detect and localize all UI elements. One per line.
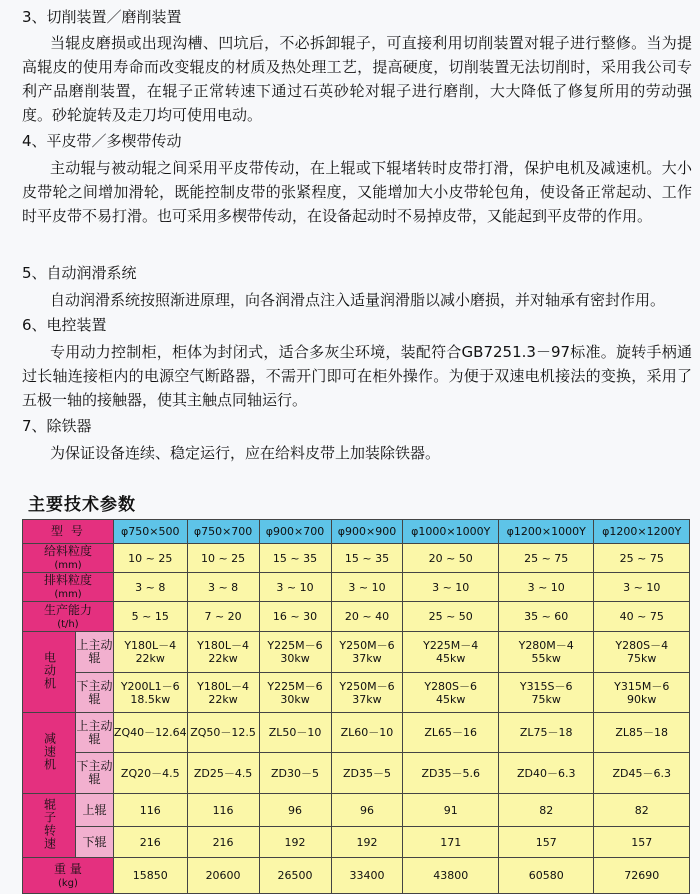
discharge-label-cell (23, 573, 114, 602)
motor-model: Y315S－6 (519, 679, 573, 693)
upper-roll-label: 上辊 (76, 794, 114, 827)
weight-label-cell (23, 858, 114, 894)
table-cell: 7 ~ 20 (187, 602, 259, 632)
table-cell: ZD25－4.5 (187, 753, 259, 794)
table-cell: 26500 (259, 858, 331, 894)
table-cell: ZD30－5 (259, 753, 331, 794)
table-cell (259, 632, 331, 673)
table-cell (403, 632, 499, 673)
table-cell: 20 ~ 50 (403, 544, 499, 573)
table-cell (187, 673, 259, 713)
table-cell (594, 673, 690, 713)
weight-row (23, 858, 690, 894)
table-title: 主要技术参数 (28, 495, 136, 515)
feed-label: 给料粒度 (43, 544, 92, 558)
table-cell (594, 632, 690, 673)
table-cell: 20 ~ 40 (331, 602, 403, 632)
section-5-heading: 5、自动润滑系统 (22, 264, 137, 282)
section-7-text: 为保证设备连续、稳定运行，应在给料皮带上加装除铁器。 (50, 444, 441, 462)
motor-model: Y225M－4 (423, 639, 479, 652)
table-cell: 192 (331, 827, 403, 858)
speed-label-cell (23, 794, 76, 858)
motor-model: Y280S－4 (615, 639, 669, 652)
table-cell: 72690 (594, 858, 690, 894)
speed-label: 辊子转速 (42, 798, 57, 850)
table-cell: 3 ~ 8 (187, 573, 259, 602)
motor-label: 电动机 (42, 651, 57, 690)
feed-row (23, 544, 690, 573)
feed-unit: (mm) (54, 560, 82, 571)
section-4-text: 主动辊与被动辊之间采用平皮带传动，在上辊或下辊堵转时皮带打滑，保护电机及减速机。大小皮带轮之间增加滑轮，既能控制皮带的张紧程度，又能增加大小皮带轮包角，使设备正常起动、工作时平皮带不易打滑。也可采用多楔带传动，在设备起动时不易掉皮带，又能起到平皮带的作用。 (22, 159, 692, 225)
model-label: 型 号 (23, 520, 114, 544)
table-cell: 10 ~ 25 (187, 544, 259, 573)
table-cell: 3 ~ 10 (403, 573, 499, 602)
motor-power: 22kw (135, 652, 165, 665)
motor-power: 45kw (436, 692, 466, 706)
motor-model: Y225M－6 (267, 639, 323, 652)
table-cell: 192 (259, 827, 331, 858)
table-cell: ZQ40－12.64 (113, 713, 187, 753)
capacity-unit: (t/h) (57, 618, 79, 630)
table-cell: ZL50－10 (259, 713, 331, 753)
motor-power: 37kw (352, 692, 382, 706)
table-cell: 116 (113, 794, 187, 827)
table-cell (259, 673, 331, 713)
reducer-lower-row (23, 753, 690, 794)
table-cell: 91 (403, 794, 499, 827)
motor-power: 90kw (627, 692, 657, 706)
motor-model: Y280S－6 (424, 679, 478, 693)
model-header: φ750×700 (187, 520, 259, 544)
table-cell: 3 ~ 8 (113, 573, 187, 602)
motor-model: Y250M－6 (339, 639, 395, 652)
model-header: φ1200×1000Y (498, 520, 594, 544)
lower-roll-label: 下辊 (76, 827, 114, 858)
table-cell: 25 ~ 75 (594, 544, 690, 573)
table-cell: 16 ~ 30 (259, 602, 331, 632)
motor-model: Y250M－6 (339, 679, 395, 693)
table-cell: 116 (187, 794, 259, 827)
motor-model: Y315M－6 (614, 679, 670, 693)
table-cell: 10 ~ 25 (113, 544, 187, 573)
table-cell: ZQ50－12.5 (187, 713, 259, 753)
table-cell: ZD45－6.3 (594, 753, 690, 794)
table-cell (113, 632, 187, 673)
table-cell: ZL75－18 (498, 713, 594, 753)
table-cell (331, 632, 403, 673)
table-cell: 35 ~ 60 (498, 602, 594, 632)
lower-drive-label: 下主动辊 (76, 753, 114, 794)
weight-label: 重 量 (54, 861, 82, 876)
model-header: φ1000×1000Y (403, 520, 499, 544)
table-cell: 60580 (498, 858, 594, 894)
table-cell: 3 ~ 10 (594, 573, 690, 602)
motor-power: 37kw (352, 652, 382, 665)
table-cell: ZD35－5.6 (403, 753, 499, 794)
motor-model: Y200L1－6 (120, 679, 180, 693)
lower-drive-label: 下主动辊 (76, 673, 114, 713)
model-header: φ750×500 (113, 520, 187, 544)
motor-label-cell (23, 632, 76, 713)
motor-power: 30kw (280, 652, 310, 665)
discharge-unit: (mm) (54, 589, 82, 600)
reducer-label: 减速机 (42, 732, 57, 771)
table-cell: ZL60－10 (331, 713, 403, 753)
section-6-heading: 6、电控装置 (22, 316, 107, 334)
table-cell: ZD35－5 (331, 753, 403, 794)
table-cell (498, 632, 594, 673)
table-cell: 171 (403, 827, 499, 858)
table-cell: 3 ~ 10 (331, 573, 403, 602)
reducer-upper-row (23, 713, 690, 753)
table-cell: 216 (187, 827, 259, 858)
model-header: φ900×900 (331, 520, 403, 544)
section-3-heading: 3、切削装置／磨削装置 (22, 8, 182, 26)
table-cell: 3 ~ 10 (259, 573, 331, 602)
capacity-label: 生产能力 (43, 602, 92, 617)
table-cell: 96 (259, 794, 331, 827)
feed-label-cell (23, 544, 114, 573)
table-cell: 20600 (187, 858, 259, 894)
motor-power: 30kw (280, 692, 310, 706)
motor-model: Y180L－4 (197, 639, 249, 652)
table-cell (403, 673, 499, 713)
table-cell: ZQ20－4.5 (113, 753, 187, 794)
table-header-row (23, 520, 690, 544)
reducer-label-cell (23, 713, 76, 794)
table-cell: 33400 (331, 858, 403, 894)
table-cell: 15850 (113, 858, 187, 894)
discharge-label: 排料粒度 (43, 573, 92, 587)
section-3-text: 当辊皮磨损或出现沟槽、凹坑后，不必拆卸辊子，可直接利用切削装置对辊子进行整修。当为提高辊皮的使用寿命而改变辊皮的材质及热处理工艺，提高硬度，切削装置无法切削时，采用我公司专利产品磨削装置，在辊子正常转速下通过石英砂轮对辊子进行磨削，大大降低了修复所用的劳动强度。砂轮旋转及走刀均可使用电动。 (22, 34, 692, 124)
table-cell (113, 673, 187, 713)
table-cell: 82 (594, 794, 690, 827)
spec-table (22, 519, 690, 894)
model-header: φ1200×1200Y (594, 520, 690, 544)
table-cell (187, 632, 259, 673)
motor-power: 75kw (627, 652, 657, 665)
motor-model: Y280M－4 (518, 639, 574, 652)
table-cell: 40 ~ 75 (594, 602, 690, 632)
section-6-text: 专用动力控制柜，柜体为封闭式，适合多灰尘环境，装配符合GB7251.3－97标准。旋转手柄通过长轴连接柜内的电源空气断路器，不需开门即可在柜外操作。为便于双速电机接法的变换，采用了五极一轴的接触器，使其主触点同轴运行。 (22, 343, 692, 409)
motor-model: Y180L－4 (197, 679, 249, 693)
table-cell: 157 (498, 827, 594, 858)
capacity-row (23, 602, 690, 632)
section-7-heading: 7、除铁器 (22, 417, 92, 435)
table-cell: ZL65－16 (403, 713, 499, 753)
table-cell: 216 (113, 827, 187, 858)
upper-drive-label: 上主动辊 (76, 713, 114, 753)
discharge-row (23, 573, 690, 602)
upper-drive-label: 上主动辊 (76, 632, 114, 673)
motor-model: Y225M－6 (267, 679, 323, 693)
table-cell: 3 ~ 10 (498, 573, 594, 602)
capacity-label-cell (23, 602, 114, 632)
table-cell: ZD40－6.3 (498, 753, 594, 794)
section-5-text: 自动润滑系统按照渐进原理，向各润滑点注入适量润滑脂以减小磨损，并对轴承有密封作用。 (50, 291, 666, 309)
table-cell: 5 ~ 15 (113, 602, 187, 632)
motor-lower-row (23, 673, 690, 713)
model-header: φ900×700 (259, 520, 331, 544)
table-cell: 25 ~ 50 (403, 602, 499, 632)
motor-power: 55kw (531, 652, 561, 665)
weight-unit: (kg) (57, 877, 78, 889)
table-cell: 82 (498, 794, 594, 827)
table-cell: 15 ~ 35 (259, 544, 331, 573)
motor-upper-row (23, 632, 690, 673)
motor-power: 45kw (436, 652, 466, 665)
motor-power: 18.5kw (130, 692, 171, 706)
table-cell: 25 ~ 75 (498, 544, 594, 573)
table-cell (331, 673, 403, 713)
table-cell (498, 673, 594, 713)
speed-lower-row (23, 827, 690, 858)
table-cell: 43800 (403, 858, 499, 894)
table-cell: ZL85－18 (594, 713, 690, 753)
motor-power: 75kw (531, 692, 561, 706)
motor-model: Y180L－4 (124, 639, 177, 652)
section-4-heading: 4、平皮带／多楔带传动 (22, 132, 182, 150)
speed-upper-row (23, 794, 690, 827)
motor-power: 22kw (208, 692, 238, 706)
table-cell: 96 (331, 794, 403, 827)
table-cell: 15 ~ 35 (331, 544, 403, 573)
table-cell: 157 (594, 827, 690, 858)
motor-power: 22kw (208, 652, 238, 665)
